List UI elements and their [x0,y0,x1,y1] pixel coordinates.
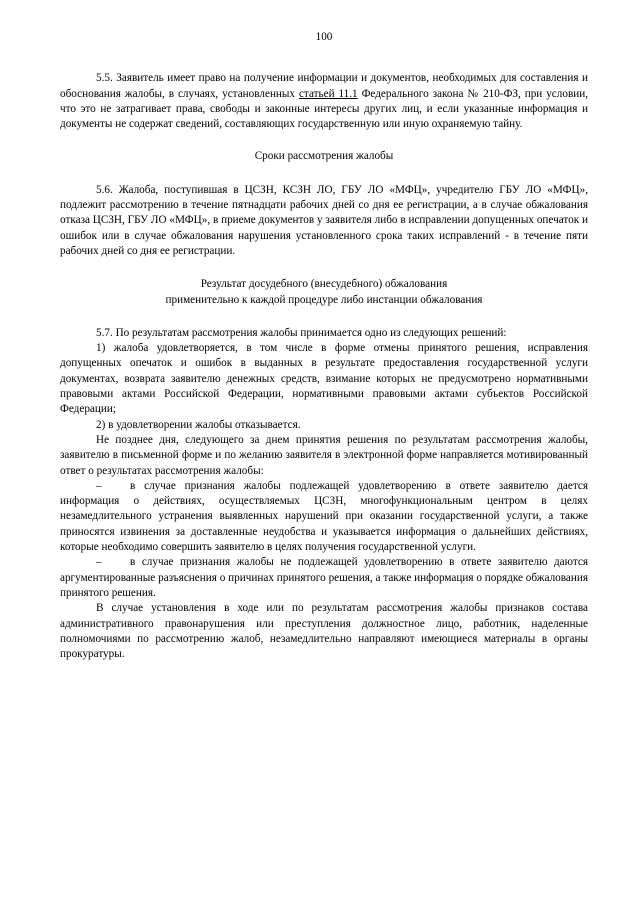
paragraph-5-6: 5.6. Жалоба, поступившая в ЦСЗН, КСЗН ЛО, ГБУ ЛО «МФЦ», учредителю ГБУ ЛО «МФЦ», подлежит рассмотрению в течение пятнадцати рабочих дней со дня ее регистрации, а в случае обжалования отказа ЦСЗН, ГБУ ЛО «МФЦ», в приеме документов у заявителя либо в исправлении допущенных опечаток и ошибок или в случае обжалования нарушения установленного срока таких исправлений - в течение пяти рабочих дней со дня ее регистрации. [60,183,588,257]
paragraph-final: В случае установления в ходе или по результатам рассмотрения жалобы признаков состава административного правонарушения или преступления должностное лицо, работник, наделенные полномочиями по рассмотрению жалоб, незамедлительно направляют имеющиеся материалы в органы прокуратуры. [60,602,588,661]
paragraph-5-5 [60,71,588,132]
decision-item-1: 1) жалоба удовлетворяется, в том числе в форме отмены принятого решения, исправления допущенных опечаток и ошибок в выданных в результате предоставления государственной услуги документах, возврата заявителю денежных средств, взимание которых не предусмотрено нормативными правовыми актами Российской Федерации, нормативными правовыми актами субъектов Российской Федерации; [60,342,588,416]
document-page [60,30,588,662]
paragraph-5-7-intro: 5.7. По результатам рассмотрения жалобы принимается одно из следующих решений: [96,326,507,339]
dash-list-item [60,479,588,555]
paragraph-5-5-text-start: 5.5. Заявитель имеет право на получение информации и документов, необходимых для составления и обоснования жалобы, в случаях, установленных [60,72,588,100]
heading-appeal-result-line-2: применительно к каждой процедуре либо инстанции обжалования [165,293,483,306]
law-article-link[interactable]: статьей 11.1 [298,87,358,100]
dash-marker: – [96,556,102,569]
heading-appeal-result-line-1: Результат досудебного (внесудебного) обжалования [200,278,448,291]
paragraph-5-5-text-end: Федерального закона № 210-ФЗ, при условии, что это не затрагивает права, свободы и законные интересы других лиц, и если указанные информация и документы не содержат сведений, составляющих государственную или иную охраняемую тайну. [60,87,589,131]
page-number: 100 [315,31,333,43]
paragraph-response: Не позднее дня, следующего за днем принятия решения по результатам рассмотрения жалобы, заявителю в письменной форме и по желанию заявителя в электронной форме направляется мотивированный ответ о результатах рассмотрения жалобы: [60,433,588,477]
dash-item-satisfied-text: в случае признания жалобы подлежащей удовлетворению в ответе заявителю дается информация о действиях, осуществляемых ЦСЗН, многофункциональным центром в целях незамедлительного устранения выявленных нарушений при оказании государственной услуги, а также приносятся извинения за доставленные неудобства и указывается информация о дальнейших действиях, которые необходимо совершить заявителю в целях получения государственной услуги. [60,479,588,554]
dash-marker: – [96,479,102,492]
dash-item-rejected-text: в случае признания жалобы не подлежащей удовлетворению в ответе заявителю даются аргументированные разъяснения о причинах принятого решения, а также информация о порядке обжалования принятого решения. [60,556,588,599]
dash-list-item [60,555,588,601]
decision-item-2: 2) в удовлетворении жалобы отказывается. [96,418,301,431]
heading-review-terms: Сроки рассмотрения жалобы [254,150,394,163]
